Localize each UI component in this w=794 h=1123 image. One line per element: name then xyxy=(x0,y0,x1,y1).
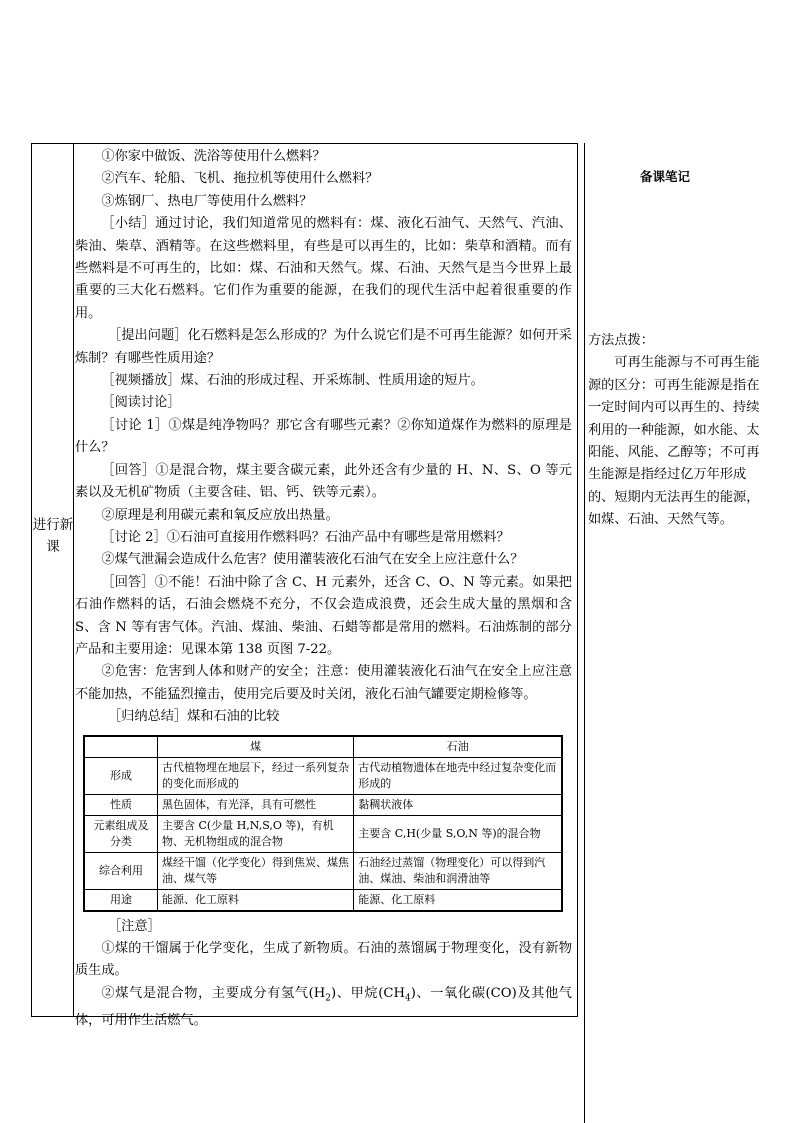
table-cell: 能源、化工原料 xyxy=(354,889,562,911)
table-cell: 黏稠状液体 xyxy=(354,794,562,815)
subscript: 4 xyxy=(404,993,411,1004)
left-column xyxy=(32,144,74,1016)
sidebar-heading: 方法点拨： xyxy=(588,333,654,348)
row-label: 用途 xyxy=(84,889,158,911)
table-cell: 石油经过蒸馏（物理变化）可以得到汽油、煤油、柴油和润滑油等 xyxy=(354,852,562,889)
lesson-content xyxy=(75,146,572,1032)
paragraph: ［回答］①不能！石油中除了含 C、H 元素外，还含 C、O、N 等元素。如果把石油作燃料的话，石油会燃烧不充分，不仅会造成浪费，还会生成大量的黑烟和含 S、含 N 等有害气体。汽油、煤油、柴油、石蜡等都是常用的燃料。石油炼制的部分产品和主要用途：见课本第 138 页图 7-22。 xyxy=(75,574,572,657)
paragraph: ［归纳总结］煤和石油的比较 xyxy=(108,709,280,725)
paragraph: ［提出问题］化石燃料是怎么形成的？为什么说它们是不可再生能源？如何开采炼制？有哪些性质用途？ xyxy=(75,328,572,366)
paragraph: ②危害：危害到人体和财产的安全；注意：使用灌装液化石油气在安全上应注意不能加热，不能猛烈撞击，使用完后要及时关闭，液化石油气罐要定期检修等。 xyxy=(75,664,572,702)
paragraph: ［小结］通过讨论，我们知道常见的燃料有：煤、液化石油气、天然气、汽油、柴油、柴草、酒精等。在这些燃料里，有些是可以再生的，比如：柴草和酒精。而有些燃料是不可再生的，比如：煤、石油和天然气。煤、石油、天然气是当今世界上最重要的三大化石燃料。它们作为重要的能源，在我们的现代生活中起着很重要的作用。 xyxy=(75,216,572,321)
note-2-part: )、甲烷(CH xyxy=(331,985,405,1001)
table-row xyxy=(84,815,562,852)
table-header-row xyxy=(84,736,562,758)
table-row xyxy=(84,794,562,815)
table-cell: 黑色固体，有光泽，具有可燃性 xyxy=(158,794,354,815)
table-header-cell: 煤 xyxy=(158,736,354,758)
subscript: 2 xyxy=(325,993,331,1004)
paragraph: ［讨论 2］①石油可直接用作燃料吗？石油产品中有哪些是常用燃料？ xyxy=(101,529,510,545)
table-cell: 能源、化工原料 xyxy=(158,889,354,911)
row-label: 形成 xyxy=(84,757,158,794)
sidebar-text: 可再生能源与不可再生能源的区分：可再生能源是指在一定时间内可以再生的、持续利用的一种能源，如水能、太阳能、风能、乙醇等；不可再生能源是指经过亿万年形成的、短期内无法再生的能源，如煤、石油、天然气等。 xyxy=(588,355,760,528)
paragraph: ②原理是利用碳元素和氧反应放出热量。 xyxy=(101,507,339,523)
note-2 xyxy=(75,983,572,1032)
lesson-table xyxy=(31,143,578,1028)
row-label: 综合利用 xyxy=(84,852,158,889)
note-2-part: ②煤气是混合物，主要成分有氢气(H xyxy=(101,985,326,1001)
table-cell: 古代动植物遗体在地壳中经过复杂变化而形成的 xyxy=(354,757,562,794)
paragraph: ［回答］①是混合物，煤主要含碳元素，此外还含有少量的 H、N、S、O 等元素以及无机矿物质（主要含硅、铝、钙、铁等元素）。 xyxy=(75,462,572,501)
table-row xyxy=(84,852,562,889)
table-row xyxy=(84,889,562,911)
paragraph: ［视频播放］煤、石油的形成过程、开采炼制、性质用途的短片。 xyxy=(101,373,484,389)
paragraph: ②汽车、轮船、飞机、拖拉机等使用什么燃料？ xyxy=(101,171,379,187)
table-header-cell xyxy=(84,736,158,758)
note-2-part: )、一氧化碳(CO)及其他气体，可用作生活燃气。 xyxy=(75,985,572,1028)
table-cell: 古代植物埋在地层下，经过一系列复杂的变化而形成的 xyxy=(158,757,354,794)
paragraph: ①你家中做饭、洗浴等使用什么燃料？ xyxy=(101,149,326,164)
sidebar-divider xyxy=(584,143,585,1123)
comparison-table xyxy=(83,735,563,912)
paragraph: ②煤气泄漏会造成什么危害？使用灌装液化石油气在安全上应注意什么？ xyxy=(101,552,524,568)
table-cell: 主要含 C(少量 H,N,S,O 等)，有机物、无机物组成的混合物 xyxy=(158,815,354,852)
paragraph: ［阅读讨论］ xyxy=(101,395,181,411)
table-cell: 主要含 C,H(少量 S,O,N 等)的混合物 xyxy=(354,815,562,852)
section-label: 进行新课 xyxy=(32,517,74,555)
sidebar-notes xyxy=(588,330,766,532)
table-header-cell: 石油 xyxy=(354,736,562,758)
row-label: 元素组成及分类 xyxy=(84,815,158,852)
sidebar-title: 备课笔记 xyxy=(639,169,690,184)
table-cell: 煤经干馏（化学变化）得到焦炭、煤焦油、煤气等 xyxy=(158,852,354,889)
table-row xyxy=(84,757,562,794)
note-1: ①煤的干馏属于化学变化，生成了新物质。石油的蒸馏属于物理变化，没有新物质生成。 xyxy=(75,940,572,979)
notes-title: ［注意］ xyxy=(108,918,161,934)
row-label: 性质 xyxy=(84,794,158,815)
paragraph: ［讨论 1］①煤是纯净物吗？那它含有哪些元素？②你知道煤作为燃料的原理是什么？ xyxy=(75,417,572,456)
paragraph: ③炼钢厂、热电厂等使用什么燃料？ xyxy=(101,193,313,209)
